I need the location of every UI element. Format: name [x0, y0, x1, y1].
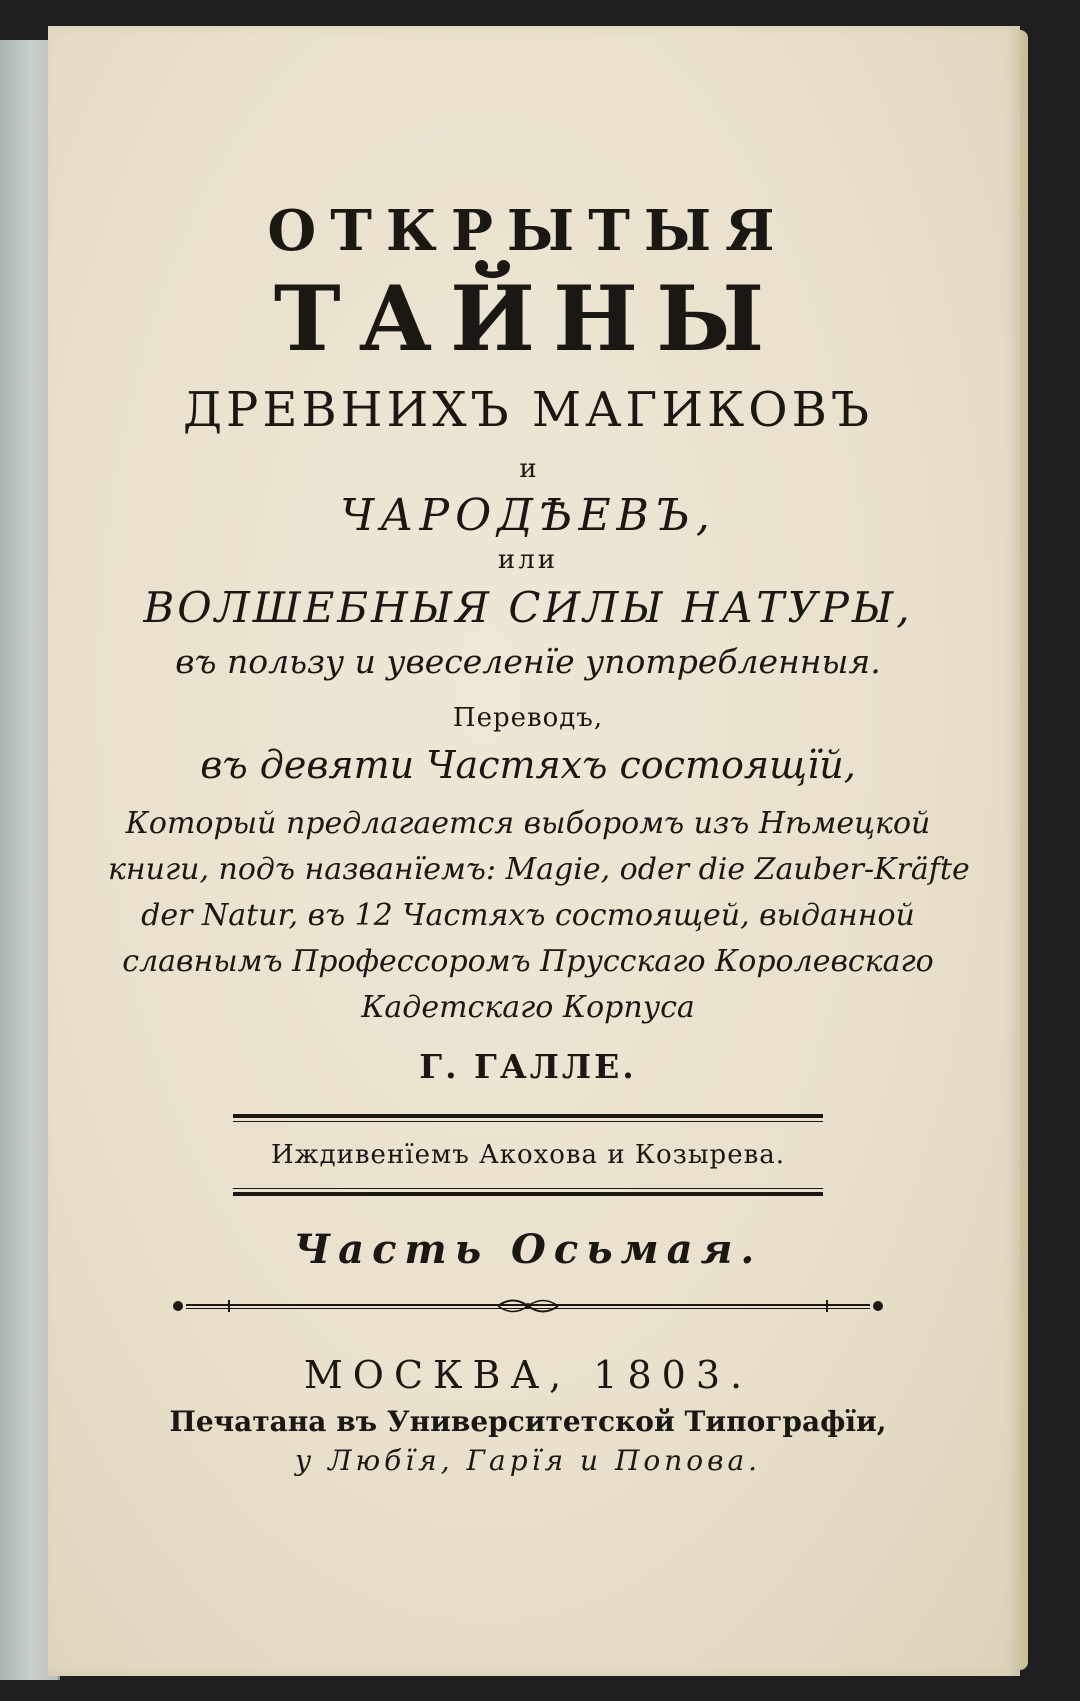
bottom-rule-thin [233, 1188, 823, 1189]
publisher-line: Иждивенїемъ Акохова и Козырева. [270, 1140, 785, 1170]
bottom-rule-thick [233, 1192, 823, 1196]
title-conjunction: и [519, 454, 537, 484]
title-line-2: ТАЙНЫ [273, 266, 783, 372]
description-line: Который предлагается выборомъ изъ Нѣмецкой [125, 806, 931, 841]
top-rule-thick [233, 1114, 823, 1118]
title-line-5: ЧАРОДѢЕВЪ, [340, 490, 716, 541]
subtitle-line-1: ВОЛШЕБНЫЯ СИЛЫ НАТУРЫ, [143, 583, 913, 632]
subtitle-line-2: въ пользу и увеселенїе употребленныя. [175, 642, 881, 681]
title-line-3: ДРЕВНИХЪ МАГИКОВЪ [183, 382, 873, 438]
title-page-text [108, 176, 970, 1477]
title-or: или [497, 545, 559, 575]
city-year: МОСКВА, 1803. [303, 1353, 753, 1397]
publisher-box [233, 1114, 823, 1196]
title-page [48, 26, 1020, 1676]
translation-label: Переводъ, [452, 703, 604, 733]
description-line: книги, подъ названїемъ: Magie, oder die Zauber-Kräfte [108, 852, 970, 887]
author-name: Г. ГАЛЛЕ. [419, 1047, 637, 1086]
top-rule-thin [233, 1121, 823, 1122]
description-block [108, 801, 970, 1031]
description-line: der Natur, въ 12 Частяхъ состоящей, выданной [141, 898, 915, 933]
printer-line-2: у Любїя, Гарїя и Попова. [294, 1444, 762, 1477]
parts-line: въ девяти Частяхъ состоящїй, [200, 743, 856, 787]
printer-line-1: Печатана въ Университетской Типографїи, [169, 1405, 887, 1438]
title-line-1: ОТКРЫТЫЯ [267, 198, 789, 264]
description-line: славнымъ Профессоромъ Прусскаго Королевскаго [122, 944, 934, 979]
part-number: Часть Осьмая. [293, 1226, 763, 1273]
ornamental-rule-icon [168, 1293, 888, 1319]
description-line: Кадетскаго Корпуса [361, 990, 695, 1025]
